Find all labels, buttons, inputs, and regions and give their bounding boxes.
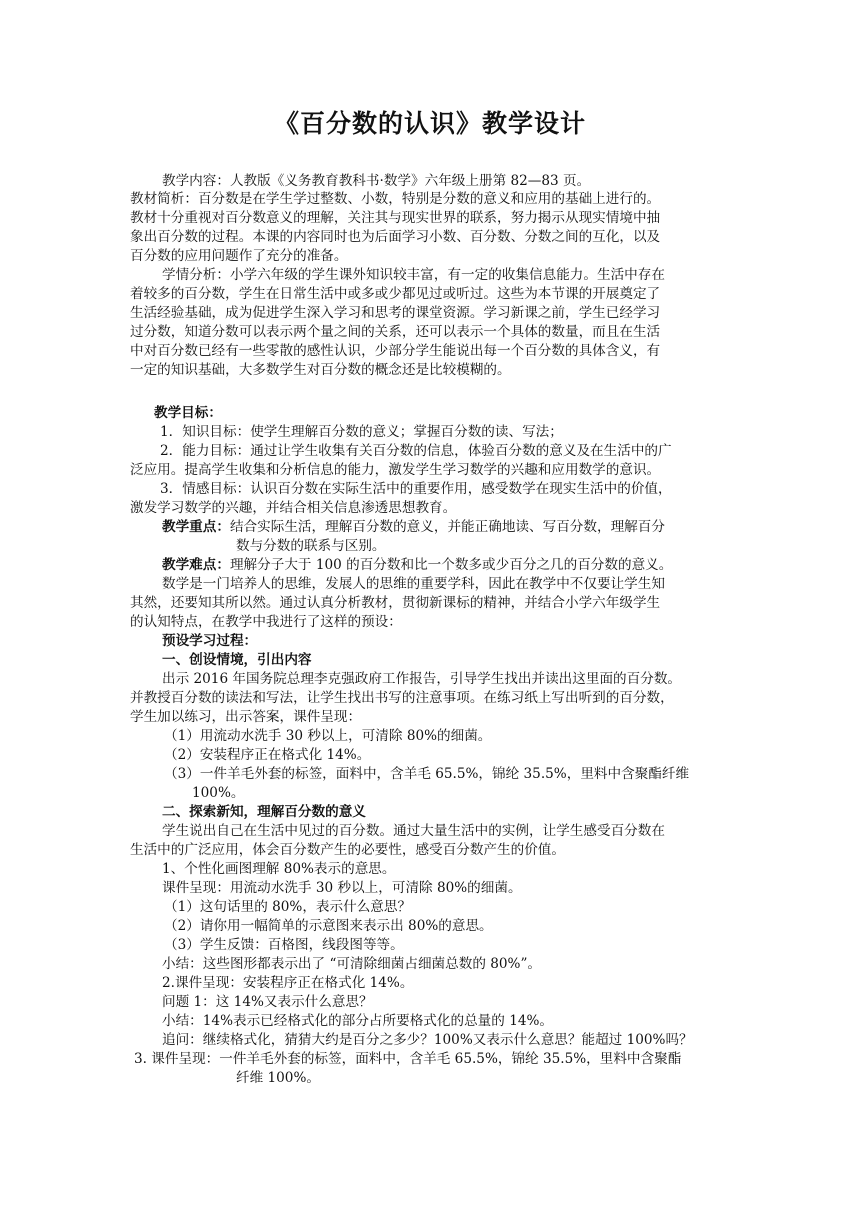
line-text: 百分数的应用问题作了充分的准备。 <box>130 248 348 264</box>
line-text: 3．情感目标：认识百分数在实际生活中的重要作用，感受数学在现实生活中的价值， <box>160 481 672 497</box>
text-line <box>164 917 493 936</box>
line-text: 理解分子大于 100 的百分数和比一个数多或少百分之几的百分数的意义。 <box>229 557 673 573</box>
line-text: 学情分析：小学六年级的学生课外知识较丰富，有一定的收集信息能力。生活中存在 <box>162 267 665 283</box>
text-line <box>130 841 565 860</box>
line-label: 一、创设情境，引出内容 <box>162 652 312 668</box>
line-text: 教材简析：百分数是在学生学过整数、小数，特别是分数的意义和应用的基础上进行的。 <box>130 191 661 207</box>
line-text: 2.课件呈现：安装程序正在格式化 14%。 <box>162 975 414 991</box>
text-line <box>236 1069 320 1088</box>
line-text: 教材十分重视对百分数意义的理解，关注其与现实世界的联系，努力揭示从现实情境中抽 <box>130 210 661 226</box>
text-line <box>164 936 404 955</box>
line-text: 过分数，知道分数可以表示两个量之间的关系，还可以表示一个具体的数量，而且在生活 <box>130 324 661 340</box>
line-text: 学生加以练习，出示答案，课件呈现： <box>130 709 362 725</box>
line-text: 2．能力目标：通过让学生收集有关百分数的信息，体验百分数的意义及在生活中的广 <box>160 443 672 459</box>
line-text: 生活经验基础，成为促进学生深入学习和思考的课堂资源。学习新课之前，学生已经学习 <box>130 305 661 321</box>
line-text: 结合实际生活，理解百分数的意义，并能正确地读、写百分数，理解百分 <box>229 519 665 535</box>
text-line <box>130 708 361 727</box>
text-line <box>164 765 689 784</box>
line-text: 并教授百分数的读法和写法，让学生找出书写的注意事项。在练习纸上写出听到的百分数， <box>130 690 674 706</box>
text-line <box>130 209 660 228</box>
line-text: 其然，还要知其所以然。通过认真分析教材，贯彻新课标的精神，并结合小学六年级学生 <box>130 595 661 611</box>
text-line <box>162 955 541 974</box>
line-text: 着较多的百分数，学生在日常生活中或多或少都见过或听过。这些为本节课的开展奠定了 <box>130 286 661 302</box>
line-text: 教学内容：人教版《义务教育教科书·数学》六年级上册第 82—83 页。 <box>162 173 591 189</box>
text-line <box>160 480 672 499</box>
text-line <box>130 323 660 342</box>
line-text: 1．知识目标：使学生理解百分数的意义；掌握百分数的读、写法； <box>160 424 563 440</box>
line-text: 激发学习数学的兴趣，并结合相关信息渗透思想教育。 <box>130 500 457 516</box>
line-text: 出示 2016 年国务院总理李克强政府工作报告，引导学生找出并读出这里面的百分数。 <box>162 671 682 687</box>
text-line <box>164 746 370 765</box>
text-line <box>134 1050 681 1069</box>
text-line <box>192 784 244 803</box>
line-text: 100%。 <box>192 785 245 801</box>
line-label: 教学目标： <box>154 405 222 421</box>
line-text: 数与分数的联系与区别。 <box>236 538 386 554</box>
text-line <box>162 879 522 898</box>
text-line <box>130 594 660 613</box>
line-text: 1、个性化画图理解 80%表示的意思。 <box>162 861 396 877</box>
line-text: 问题 1：这 14%又表示什么意思？ <box>162 994 373 1010</box>
text-line <box>162 993 373 1012</box>
line-label: 教学难点： <box>162 557 230 573</box>
line-text: （3）学生反馈：百格图，线段图等等。 <box>164 937 404 953</box>
text-line <box>130 228 660 247</box>
text-line <box>236 537 386 556</box>
line-text: 的认知特点，在教学中我进行了这样的预设： <box>130 614 402 630</box>
line-text: （2）请你用一幅简单的示意图来表示出 80%的意思。 <box>164 918 493 934</box>
line-text: 追问：继续格式化，猜猜大约是百分之多少？100%又表示什么意思？能超过 100%吗？ <box>162 1032 693 1048</box>
text-line <box>130 613 402 632</box>
text-line <box>164 727 491 746</box>
text-line <box>162 670 681 689</box>
line-text: 3. 课件呈现：一件羊毛外套的标签，面料中，含羊毛 65.5%，锦纶 35.5%，里料中含聚酯 <box>134 1051 682 1067</box>
text-line <box>162 651 312 670</box>
text-line <box>130 342 660 361</box>
line-text: 象出百分数的过程。本课的内容同时也为后面学习小数、百分数、分数之间的互化，以及 <box>130 229 661 245</box>
text-line <box>162 822 665 841</box>
text-line <box>160 423 563 442</box>
line-text: （3）一件羊毛外套的标签，面料中，含羊毛 65.5%，锦纶 35.5%，里料中含聚酯纤维 <box>164 766 690 782</box>
line-text: 学生说出自己在生活中见过的百分数。通过大量生活中的实例，让学生感受百分数在 <box>162 823 665 839</box>
line-text: （1）这句话里的 80%，表示什么意思？ <box>164 899 412 915</box>
text-line <box>162 556 672 575</box>
text-line <box>162 172 590 191</box>
line-label: 预设学习过程： <box>162 633 258 649</box>
text-line <box>162 575 665 594</box>
text-line <box>130 499 456 518</box>
text-line <box>162 860 396 879</box>
line-text: 小结：14%表示已经格式化的部分占所要格式化的总量的 14%。 <box>162 1013 553 1029</box>
text-line <box>160 442 672 461</box>
line-text: 小结：这些图形都表示出了 “可清除细菌占细菌总数的 80%”。 <box>162 956 542 972</box>
text-line <box>162 803 366 822</box>
text-line <box>162 266 665 285</box>
line-text: 纤维 100%。 <box>236 1070 320 1086</box>
text-line <box>162 632 257 651</box>
line-label: 二、探索新知，理解百分数的意义 <box>162 804 366 820</box>
text-line <box>130 190 660 209</box>
line-text: 一定的知识基础，大多数学生对百分数的概念还是比较模糊的。 <box>130 362 511 378</box>
line-label: 教学重点： <box>162 519 230 535</box>
text-line <box>130 304 660 323</box>
text-line <box>162 1031 693 1050</box>
line-text: 生活中的广泛应用，体会百分数产生的必要性，感受百分数产生的价值。 <box>130 842 565 858</box>
text-line <box>162 974 413 993</box>
line-text: 课件呈现：用流动水洗手 30 秒以上，可清除 80%的细菌。 <box>162 880 522 896</box>
document-title: 《百分数的认识》教学设计 <box>273 109 586 138</box>
text-line <box>130 461 660 480</box>
text-line <box>162 518 665 537</box>
text-line <box>162 1012 553 1031</box>
line-text: （2）安装程序正在格式化 14%。 <box>164 747 371 763</box>
text-line <box>130 247 348 266</box>
text-line <box>130 361 511 380</box>
line-text: 中对百分数已经有一些零散的感性认识，少部分学生能说出每一个百分数的具体含义，有 <box>130 343 661 359</box>
text-line <box>164 898 411 917</box>
text-line <box>130 285 660 304</box>
line-text: 泛应用。提高学生收集和分析信息的能力，激发学生学习数学的兴趣和应用数学的意识。 <box>130 462 661 478</box>
text-line <box>130 689 674 708</box>
line-text: 数学是一门培养人的思维，发展人的思维的重要学科，因此在教学中不仅要让学生知 <box>162 576 665 592</box>
line-text: （1）用流动水洗手 30 秒以上，可清除 80%的细菌。 <box>164 728 492 744</box>
text-line <box>154 404 222 423</box>
